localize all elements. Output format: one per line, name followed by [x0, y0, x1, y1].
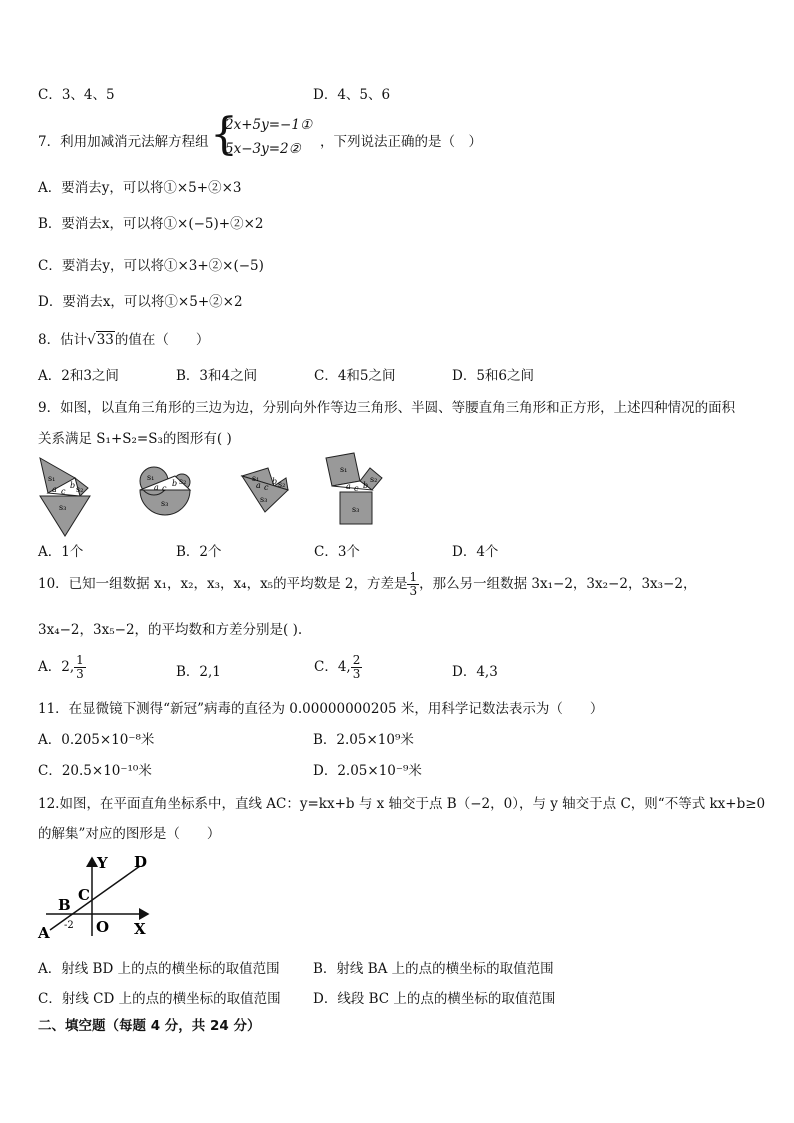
q12-option-d: D．线段 BC 上的点的横坐标的取值范围: [313, 991, 556, 1007]
fig4-s3: s₃: [352, 505, 360, 514]
q9-stem-line1: 9．如图，以直角三角形的三边为边，分别向外作等边三角形、半圆、等腰直角三角形和正方形，上述四种情况的面积: [38, 400, 736, 416]
q8-option-d: D．5和6之间: [452, 368, 535, 384]
q10-line1-b: ，那么另一组数据 3x₁−2，3x₂−2，3x₃−2，: [419, 576, 697, 592]
q12-stem-line1: 12.如图，在平面直角坐标系中，直线 AC：y=kx+b 与 x 轴交于点 B（−2，0），与 y 轴交于点 C，则“不等式 kx+b≥0: [38, 796, 766, 812]
q6-option-d: D．4、5、6: [313, 87, 391, 103]
fig1-a: a: [52, 485, 57, 494]
q11-option-c: C．20.5×10⁻¹⁰米: [38, 763, 152, 779]
q8-option-a: A．2和3之间: [38, 368, 119, 384]
q10-option-c: C．4, $\frac{2}{3}$: [314, 653, 361, 681]
q9-stem-line2: 关系满足 S₁+S₂=S₃的图形有( ): [38, 431, 232, 447]
q8-prefix: 8．估计: [38, 332, 88, 348]
figure-equilateral: [40, 458, 90, 536]
q9-option-a: A．1个: [38, 544, 84, 560]
sqrt-sign: √: [87, 332, 96, 348]
q11-option-d: D．2.05×10⁻⁹米: [313, 763, 422, 779]
q7-option-b: B．要消去x，可以将①×(−5)+②×2: [38, 216, 264, 232]
q10-option-b: B．2,1: [176, 664, 221, 680]
label-x: X: [134, 920, 146, 938]
fig1-s3: s₃: [59, 503, 67, 512]
fig3-a: a: [256, 481, 261, 490]
q7-option-c: C．要消去y，可以将①×3+②×(−5): [38, 258, 264, 274]
q8-option-b: B．3和4之间: [176, 368, 258, 384]
fig2-s3: s₃: [161, 499, 169, 508]
q9-option-c: C．3个: [314, 544, 360, 560]
fig2-c: c: [162, 484, 167, 493]
label-a: A: [38, 924, 50, 942]
q10-line1-a: 10．已知一组数据 x₁，x₂，x₃，x₄，x₅的平均数是 2，方差是: [38, 576, 408, 592]
q7-option-a: A．要消去y，可以将①×5+②×3: [38, 180, 242, 196]
q7-stem-prefix: 7．利用加减消元法解方程组: [38, 134, 209, 150]
fig3-b: b: [272, 477, 278, 486]
fig3-s1: s₁: [252, 474, 260, 483]
figure-squares: [326, 453, 382, 524]
q8-option-c: C．4和5之间: [314, 368, 396, 384]
q10-option-a: A．2, $\frac{1}{3}$: [38, 653, 84, 681]
q12-option-b: B．射线 BA 上的点的横坐标的取值范围: [313, 961, 554, 977]
fig3-s2: s₂: [278, 480, 286, 489]
q12-graph: [36, 850, 161, 942]
q7-equation-2: 5x−3y=2②: [225, 141, 301, 157]
fig1-s1: s₁: [48, 474, 56, 483]
fig1-c: c: [61, 487, 66, 496]
fig2-s2: s₂: [179, 477, 187, 486]
q9-option-d: D．4个: [452, 544, 499, 560]
q7-stem-suffix: ，下列说法正确的是（ ）: [320, 134, 482, 150]
fig2-s1: s₁: [147, 473, 155, 482]
figure-semicircle: [140, 467, 190, 515]
fig4-b: b: [363, 481, 369, 490]
q7-option-d: D．要消去x，可以将①×5+②×2: [38, 294, 243, 310]
fig4-c: c: [354, 484, 359, 493]
q10-stem-line1: [38, 567, 696, 601]
label-minus-2: -2: [64, 920, 74, 931]
fig1-b: b: [70, 481, 76, 490]
system-brace: {: [210, 109, 238, 160]
q8-radicand: 33: [96, 332, 114, 348]
label-origin: O: [96, 918, 110, 936]
fig4-s1: s₁: [340, 465, 348, 474]
label-y: Y: [97, 854, 108, 872]
section-2-heading: 二、填空题（每题 4 分，共 24 分）: [38, 1018, 261, 1034]
q9-option-b: B．2个: [176, 544, 222, 560]
q12-option-c: C．射线 CD 上的点的横坐标的取值范围: [38, 991, 281, 1007]
q10-stem-line2: 3x₄−2，3x₅−2，的平均数和方差分别是( ).: [38, 622, 303, 638]
label-c: C: [78, 886, 90, 904]
q12-stem-line2: 的解集”对应的图形是（ ）: [38, 826, 221, 842]
q8-stem: [38, 328, 209, 348]
label-d: D: [134, 853, 148, 871]
q7-equation-1: 2x+5y=−1①: [225, 117, 313, 133]
label-b: B: [58, 896, 71, 914]
q8-suffix: 的值在（ ）: [114, 332, 210, 348]
q10-variance-fraction: $\frac{1}{3}$: [409, 570, 418, 598]
fig1-s2: s₂: [76, 485, 84, 494]
fig2-b: b: [172, 479, 178, 488]
q6-option-c: C．3、4、5: [38, 87, 115, 103]
q12-option-a: A．射线 BD 上的点的横坐标的取值范围: [38, 961, 280, 977]
q9-figures: [30, 448, 400, 543]
fig4-a: a: [346, 482, 351, 491]
q10-option-d: D．4,3: [452, 664, 498, 680]
fig3-c: c: [264, 483, 269, 492]
q11-option-a: A．0.205×10⁻⁸米: [38, 732, 155, 748]
q11-option-b: B．2.05×10⁹米: [313, 732, 414, 748]
fig4-s2: s₂: [370, 475, 378, 484]
fig3-s3: s₃: [260, 495, 268, 504]
q11-stem: 11．在显微镜下测得“新冠”病毒的直径为 0.00000000205 米，用科学记数法表示为（ ）: [38, 701, 604, 717]
figure-isosceles-right: [242, 468, 288, 512]
fig2-a: a: [154, 483, 159, 492]
